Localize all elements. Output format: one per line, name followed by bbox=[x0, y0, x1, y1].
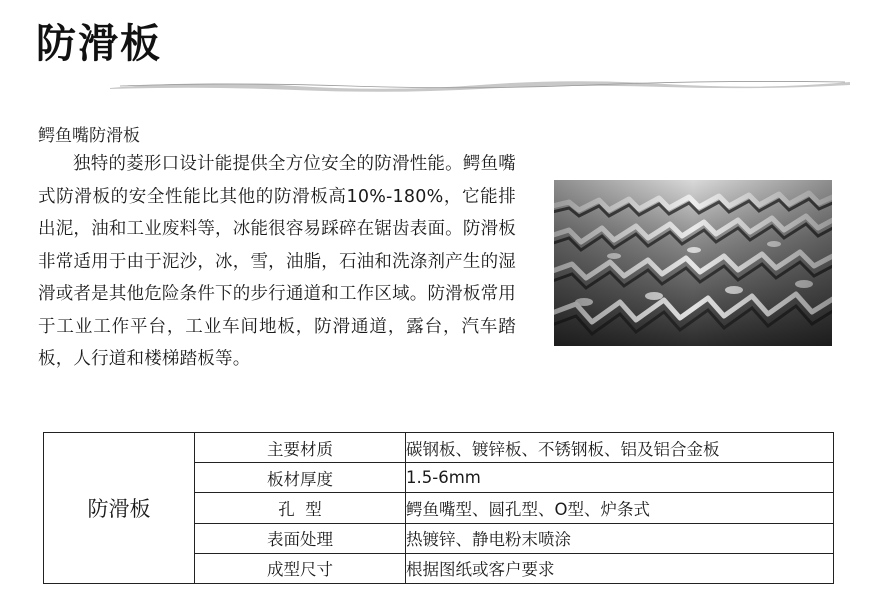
table-row bbox=[44, 433, 834, 463]
spec-label: 主要材质 bbox=[195, 433, 406, 463]
spec-table bbox=[43, 432, 834, 584]
spec-value: 根据图纸或客户要求 bbox=[406, 553, 834, 583]
product-photo bbox=[554, 180, 832, 346]
product-subtitle: 鳄鱼嘴防滑板 bbox=[38, 126, 140, 146]
spec-label: 孔 型 bbox=[195, 493, 406, 523]
page-title: 防滑板 bbox=[36, 21, 162, 67]
spec-value: 热镀锌、静电粉末喷涂 bbox=[406, 523, 834, 553]
spec-label: 成型尺寸 bbox=[195, 553, 406, 583]
spec-group-label: 防滑板 bbox=[44, 433, 195, 584]
spec-value: 鳄鱼嘴型、圆孔型、O型、炉条式 bbox=[406, 493, 834, 523]
product-description: 独特的菱形口设计能提供全方位安全的防滑性能。鳄鱼嘴式防滑板的安全性能比其他的防滑板高10%-180%，它能排出泥，油和工业废料等，冰能很容易踩碎在锯齿表面。防滑板非常适用于由于泥沙，冰，雪，油脂，石油和洗涤剂产生的湿滑或者是其他危险条件下的步行通道和工作区域。防滑板常用于工业工作平台，工业车间地板，防滑通道，露台，汽车踏板，人行道和楼梯踏板等。 bbox=[38, 154, 516, 369]
wave-divider bbox=[110, 76, 850, 96]
spec-value: 碳钢板、镀锌板、不锈钢板、铝及铝合金板 bbox=[406, 433, 834, 463]
spec-value: 1.5-6mm bbox=[406, 463, 834, 493]
spec-label: 表面处理 bbox=[195, 523, 406, 553]
spec-label: 板材厚度 bbox=[195, 463, 406, 493]
